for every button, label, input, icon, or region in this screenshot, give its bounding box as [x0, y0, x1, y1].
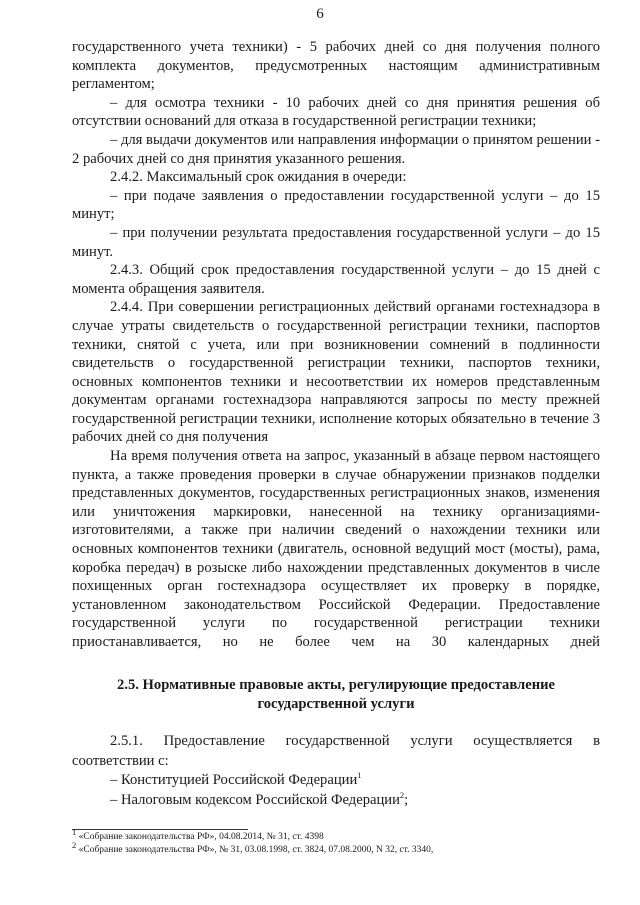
paragraph-queue-result: – при получении результата предоставления государственной услуги – до 15 минут. — [72, 224, 600, 260]
footnote-1-mark: 1 — [72, 826, 77, 837]
section-heading-2-5 — [72, 676, 600, 713]
paragraph-2-5-1: 2.5.1. Предоставление государственной услуги осуществляется в соответствии с: — [72, 733, 600, 769]
list-item-tax-code-text: – Налоговым кодексом Российской Федерации — [110, 791, 400, 808]
paragraph-2-4-2: 2.4.2. Максимальный срок ожидания в очереди: — [110, 169, 407, 186]
paragraph-registration-term: государственного учета техники) - 5 рабочих дней со дня получения полного комплекта документов, предусмотренных настоящим административным регламентом; — [72, 39, 600, 93]
footnote-divider — [72, 829, 248, 830]
footnotes — [72, 826, 600, 857]
list-item-constitution — [72, 771, 600, 791]
paragraph-documents-term: – для выдачи документов или направления информации о принятом решении - 2 рабочих дней со дня принятия указанного решения. — [72, 131, 600, 167]
list-item-constitution-text: – Конституцией Российской Федерации — [110, 772, 358, 788]
footnote-2-mark: 2 — [72, 839, 77, 850]
section-2-5-body — [72, 732, 600, 810]
footnote-2-text: «Собрание законодательства РФ», № 31, 03.08.1998, ст. 3824, 07.08.2000, N 32, ст. 3340, — [76, 845, 434, 855]
document-body — [72, 38, 600, 652]
paragraph-2-4-4: 2.4.4. При совершении регистрационных действий органами гостехнадзора в случае утраты свидетельств о государственной регистрации техники, паспортов техники, снятой с учета, или при возникновении сомнений в подлинности свидетельств о государственной регистрации техники, паспортов техники, основных компонентов техники и несоответствии их номеров представленным документам органами гостехнадзора направляются запросы по месту прежней государственной регистрации техники, исполнение которых обязательно в течение 3 рабочих дней со дня получения — [72, 299, 600, 446]
paragraph-suspension: На время получения ответа на запрос, указанный в абзаце первом настоящего пункта, а также проведения проверки в случае обнаружении признаков подделки представленных документов, государственных регистрационных знаков, изменения или уничтожения маркировки, нанесенной на технику организациями-изготовителями, а также при наличии сведений о нахождении техники или основных компонентов техники (двигатель, основной ведущий мост (мосты), рама, коробка передач) в розыске либо нахождении представленных документов в числе похищенных орган гостехнадзора осуществляет их проверку в порядке, установленном законодательством Российской Федерации. Предоставление государственной услуги по государственной регистрации техники приостанавливается, но не более чем на 30 календарных дней — [72, 448, 600, 650]
footnote-ref-2: 2 — [399, 789, 405, 800]
list-item-tax-code — [72, 791, 600, 811]
footnote-1 — [72, 826, 600, 844]
paragraph-inspection-term: – для осмотра техники - 10 рабочих дней со дня принятия решения об отсутствии оснований для отказа в государственной регистрации техники; — [72, 94, 600, 130]
footnote-ref-1: 1 — [357, 770, 362, 781]
paragraph-2-4-3: 2.4.3. Общий срок предоставления государственной услуги – до 15 дней с момента обращения заявителя. — [72, 262, 600, 297]
page-number: 6 — [316, 6, 324, 22]
section-heading-line-2: государственной услуги — [257, 695, 415, 712]
list-item-tax-code-tail: ; — [404, 791, 409, 808]
footnote-2 — [72, 839, 600, 857]
section-heading-line-1: 2.5. Нормативные правовые акты, регулирующие предоставление — [117, 677, 555, 693]
paragraph-queue-submission: – при подаче заявления о предоставлении государственной услуги – до 15 минут; — [72, 187, 600, 223]
footnote-1-text: «Собрание законодательства РФ», 04.08.2014, № 31, ст. 4398 — [76, 832, 324, 842]
